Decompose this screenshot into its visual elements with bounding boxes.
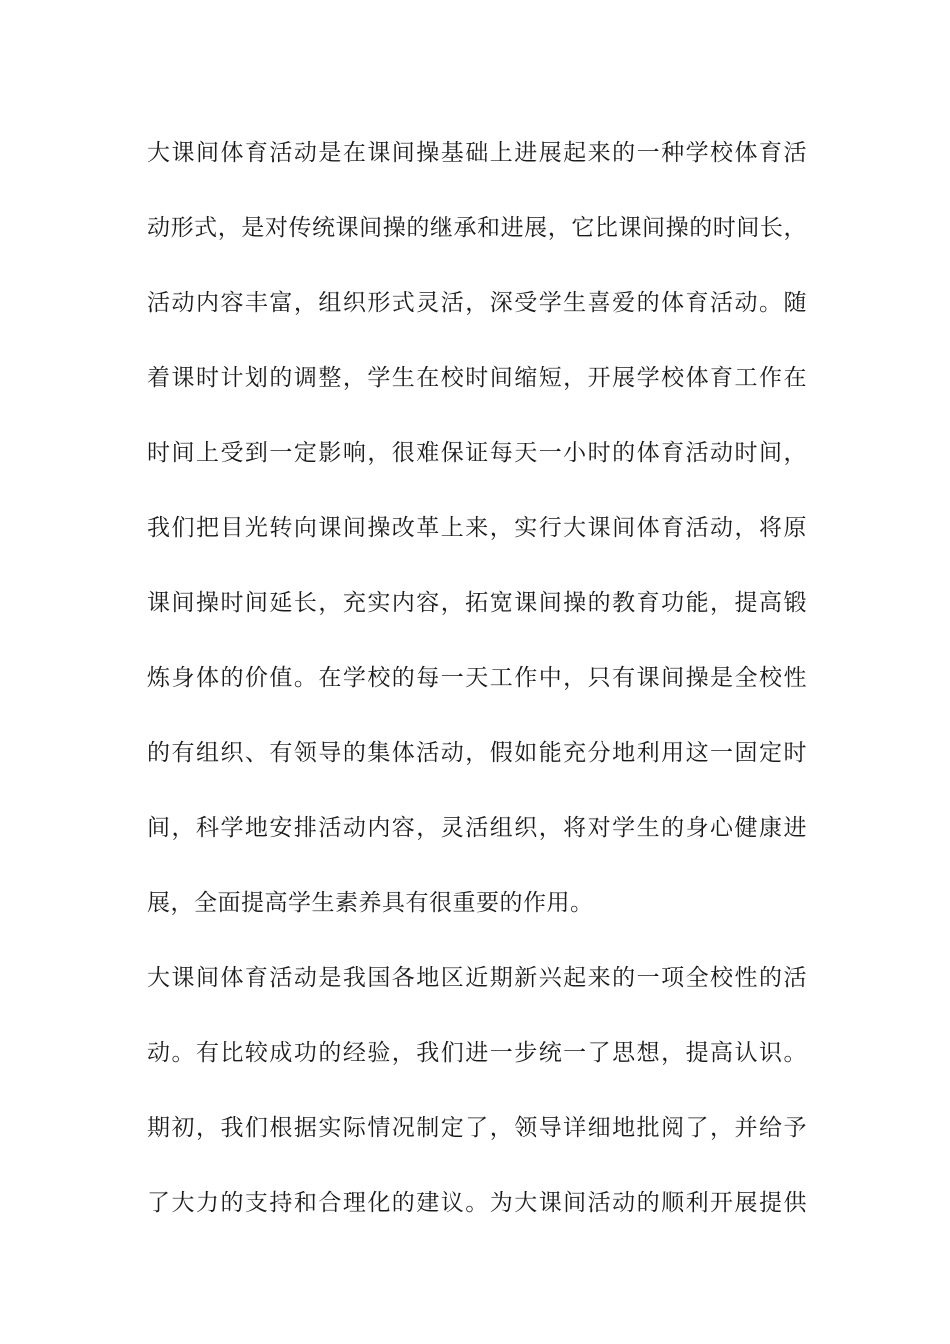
text-line-10: 间，科学地安排活动内容，灵活组织，将对学生的身心健康进 (147, 815, 807, 841)
text-line-5: 时间上受到一定影响，很难保证每天一小时的体育活动时间， (147, 440, 807, 466)
text-line-8: 炼身体的价值。在学校的每一天工作中，只有课间操是全校性 (147, 665, 807, 691)
text-line-13: 动。有比较成功的经验，我们进一步统一了思想，提高认识。 (147, 1040, 807, 1066)
text-line-12: 大课间体育活动是我国各地区近期新兴起来的一项全校性的活 (147, 965, 807, 991)
text-line-3: 活动内容丰富，组织形式灵活，深受学生喜爱的体育活动。随 (147, 290, 807, 316)
text-line-14: 期初，我们根据实际情况制定了，领导详细地批阅了，并给予 (147, 1115, 807, 1141)
text-line-6: 我们把目光转向课间操改革上来，实行大课间体育活动，将原 (147, 515, 807, 541)
text-line-4: 着课时计划的调整，学生在校时间缩短，开展学校体育工作在 (147, 365, 807, 391)
text-line-2: 动形式，是对传统课间操的继承和进展，它比课间操的时间长， (147, 215, 807, 241)
text-line-7: 课间操时间延长，充实内容，拓宽课间操的教育功能，提高锻 (147, 590, 807, 616)
text-line-11: 展，全面提高学生素养具有很重要的作用。 (147, 890, 594, 916)
text-line-9: 的有组织、有领导的集体活动，假如能充分地利用这一固定时 (147, 740, 807, 766)
text-line-15: 了大力的支持和合理化的建议。为大课间活动的顺利开展提供 (147, 1190, 807, 1216)
text-line-1: 大课间体育活动是在课间操基础上进展起来的一种学校体育活 (147, 140, 807, 166)
